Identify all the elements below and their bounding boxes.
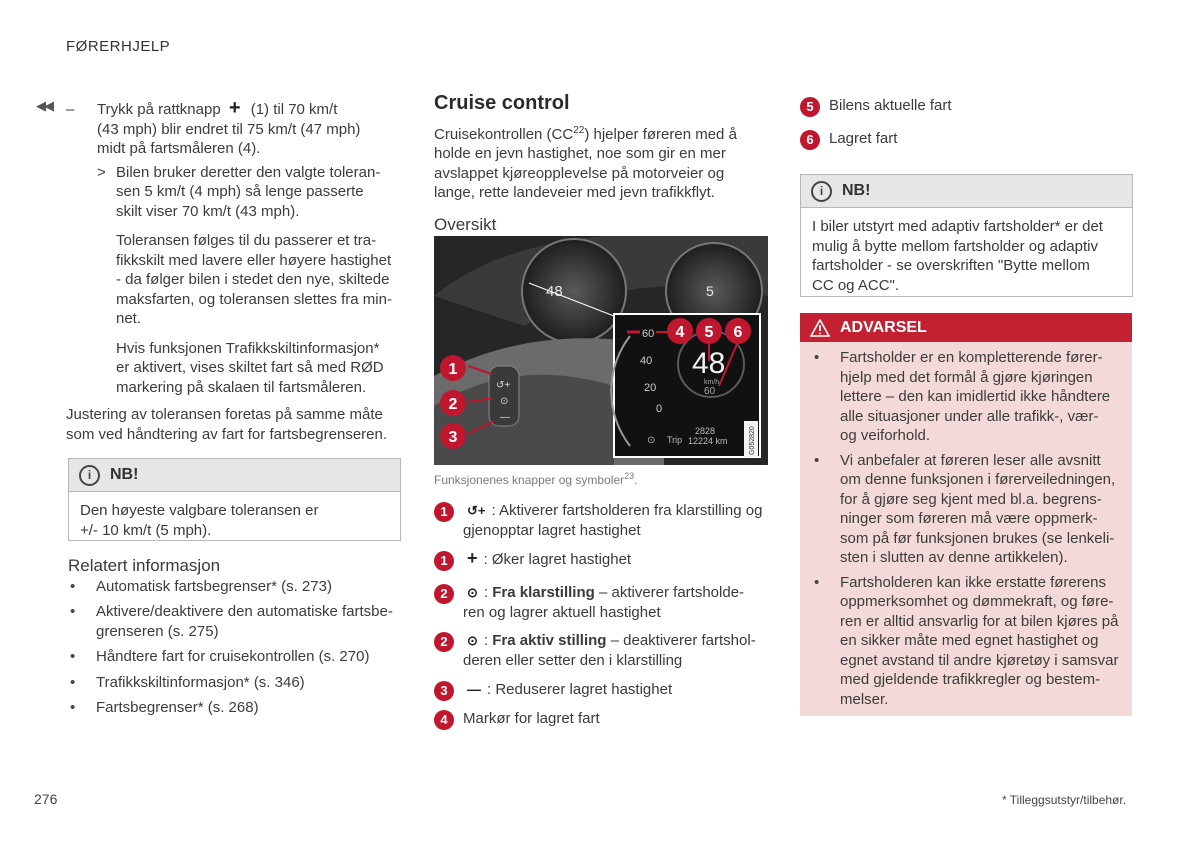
left-column (66, 97, 400, 444)
footnote-ref[interactable]: 23 (624, 471, 635, 481)
warning-header (800, 313, 1132, 342)
legend-number: 2 (434, 632, 454, 652)
minus-button-glyph: — (500, 412, 510, 423)
legend-line: ren og lagrer aktuell hastighet (463, 603, 661, 621)
svg-text:2: 2 (448, 396, 458, 413)
left-gauge (522, 239, 626, 343)
svg-text:3: 3 (448, 429, 458, 446)
result-line: sen 5 km/t (4 mph) så lenge passerte (116, 183, 364, 200)
warning-list (800, 342, 1132, 709)
intro-line (434, 121, 774, 145)
related-link[interactable] (68, 698, 402, 718)
nb-header (69, 459, 400, 492)
related-link-text[interactable]: Aktivere/deaktivere den automatiske fartsbe- (96, 603, 393, 620)
result-block (66, 163, 400, 398)
nb-body (801, 208, 1132, 305)
paragraph-line: net. (116, 310, 142, 327)
callout-2 (440, 390, 466, 416)
legend-item (434, 631, 770, 670)
intro-line: lange, rette landeveier med jevn trafikkflyt. (434, 184, 715, 201)
legend-number: 2 (434, 584, 454, 604)
trip-label: Trip (667, 435, 683, 445)
cruise-control-icon: ⊙ (467, 633, 478, 648)
legend-line: : Reduserer lagret hastighet (487, 681, 673, 698)
legend-item (800, 96, 1130, 116)
legend-item (434, 680, 770, 700)
related-link[interactable] (68, 577, 402, 597)
nb-line: CC og ACC". (812, 276, 900, 294)
middle-column (434, 94, 774, 234)
legend-text: Lagret fart (829, 130, 898, 147)
nb-header (801, 175, 1132, 208)
page-number: 276 (34, 791, 58, 807)
related-link-text[interactable]: grenseren (s. 275) (96, 622, 219, 640)
intro-line: avslappet kjøreopplevelse på motorveier og (434, 164, 725, 182)
related-list (68, 577, 402, 718)
related-heading: Relatert informasjon (68, 556, 221, 575)
warning-line: ninger som føreren må være oppmerk- (840, 510, 1098, 527)
section-title: FØRERHJELP (66, 38, 171, 55)
callout-3 (440, 423, 466, 449)
warning-line: egnet avstand til andre kjøretøy i samsvar (840, 651, 1119, 669)
step-line-1 (97, 97, 400, 120)
intro-text: ) hjelper føreren med å (584, 125, 737, 143)
trip-value: 12224 km (688, 436, 728, 446)
paragraph-line: fikkskilt med lavere eller høyere hastighet (116, 251, 392, 269)
step-item (66, 97, 400, 159)
legend-number: 1 (434, 551, 454, 571)
paragraph-line: maksfarten, og toleransen slettes fra min- (116, 290, 392, 308)
svg-text:1: 1 (448, 361, 458, 378)
legend-text (463, 680, 770, 700)
warning-line: med gjeldende trafikkregler og bestem- (840, 671, 1101, 688)
warning-label: ADVARSEL (840, 318, 927, 336)
legend-item (434, 709, 770, 729)
legend-text: Bilens aktuelle fart (829, 97, 952, 114)
cc-button-glyph: ⊙ (500, 396, 509, 407)
info-icon: i (811, 181, 832, 202)
traffic-sign-paragraph (116, 339, 400, 398)
warning-line: oppmerksomhet og dømmekraft, og føre- (840, 593, 1114, 610)
scale-tick-label: 0 (656, 403, 663, 415)
legend-number: 4 (434, 710, 454, 730)
plus-icon: + (228, 97, 241, 119)
warning-item (812, 573, 1120, 710)
cruise-control-icon: ⊙ (467, 585, 478, 600)
nb-box-right (800, 174, 1133, 297)
inset-speed-unit: km/h (704, 379, 720, 386)
legend-number: 6 (800, 130, 820, 150)
result-line: Bilen bruker deretter den valgte toleran- (116, 163, 381, 181)
legend-line: – deaktiverer fartshol- (606, 632, 756, 649)
cruise-control-heading: Cruise control (434, 92, 570, 114)
legend-line: – aktiverer fartsholde- (594, 584, 745, 601)
callout-5 (696, 318, 722, 344)
legend-line: : Øker lagret hastighet (483, 551, 632, 568)
odometer-value: 2828 (695, 426, 716, 436)
paragraph-line: som ved håndtering av fart for fartsbegrenseren. (66, 425, 388, 443)
svg-text:6: 6 (733, 324, 743, 341)
right-gauge-value: 5 (706, 283, 714, 299)
warning-line: • Fartsholder er en kompletterende fører- (840, 349, 1103, 366)
nb-body (69, 492, 400, 550)
intro-text: Cruisekontrollen (CC (434, 125, 574, 143)
legend-item (800, 129, 1130, 149)
warning-line: melser. (840, 690, 889, 708)
nb-line: I biler utstyrt med adaptiv fartsholder* er det (812, 218, 1103, 235)
inset-set-speed: 60 (704, 386, 716, 397)
intro-line: holde en jevn hastighet, noe som gir en mer (434, 145, 726, 162)
legend-text (463, 550, 770, 570)
warning-line: lettere – den kan imidlertid ikke håndtere (840, 388, 1111, 405)
warning-item (812, 451, 1120, 568)
continued-marker: ◀◀ (36, 98, 52, 113)
legend-bold: Fra aktiv stilling (492, 632, 607, 649)
cruise-control-figure (434, 236, 768, 465)
warning-line: en sikker måte med egnet hastighet og (840, 632, 1099, 649)
warning-line: alle situasjoner under alle trafikk-, vær- (840, 407, 1099, 425)
paragraph-line: er aktivert, vises skiltet fart så med RØD (116, 359, 384, 376)
paragraph-line: markering på skalaen til fartsmåleren. (116, 378, 367, 396)
scale-tick-label: 40 (640, 355, 653, 367)
warning-box (800, 313, 1132, 716)
step-dash: – (66, 101, 75, 118)
nb-box-left (68, 458, 401, 541)
related-link[interactable] (68, 647, 402, 667)
tolerance-paragraph (116, 231, 400, 329)
paragraph-line: Hvis funksjonen Trafikkskiltinformasjon* (116, 339, 380, 357)
info-icon: i (79, 465, 100, 486)
scale-tick-label: 60 (642, 328, 655, 340)
warning-line: • Vi anbefaler at føreren leser alle avsnitt (840, 451, 1101, 469)
related-section (68, 556, 402, 718)
minus-icon: — (467, 681, 481, 697)
related-link[interactable] (68, 602, 402, 641)
figure-caption (434, 471, 637, 487)
paragraph-line: - da følger bilen i stedet den nye, skiltede (116, 271, 390, 288)
figure-code: G052820 (749, 426, 756, 455)
legend-colon: : (483, 584, 493, 601)
svg-text:5: 5 (704, 324, 714, 341)
legend-line: gjenopptar lagret hastighet (463, 521, 641, 539)
legend-line: : Aktiverer fartsholderen fra klarstilling og (491, 502, 763, 519)
callout-1 (440, 355, 466, 381)
legend-item (434, 501, 770, 540)
legend-text (463, 501, 770, 540)
caption-end: . (634, 473, 638, 487)
left-gauge-speed: 48 (546, 283, 563, 300)
intro-paragraph (434, 121, 774, 203)
legend-colon: : (483, 632, 493, 649)
legend-line: Markør for lagret fart (463, 710, 600, 727)
warning-line: ren er alltid ansvarlig for at bilen kjøres på (840, 612, 1119, 630)
cruise-status-icon: ⊙ (647, 435, 656, 446)
warning-line: om denne funksjonen i førerveiledningen, (840, 471, 1116, 488)
step-line-3: midt på fartsmåleren (4). (97, 140, 261, 157)
legend-number: 3 (434, 681, 454, 701)
footnote-ref[interactable]: 22 (573, 124, 585, 136)
warning-item (812, 348, 1120, 446)
inset-current-speed: 48 (692, 347, 726, 380)
warning-line: sten i slutten av denne artikkelen). (840, 549, 1068, 566)
paragraph-line: Toleransen følges til du passerer et tra- (116, 232, 377, 249)
overview-heading: Oversikt (434, 214, 497, 234)
step-line-2: (43 mph) blir endret til 75 km/t (47 mph) (97, 120, 361, 138)
result-marker: > (97, 163, 106, 181)
legend-line: deren eller setter den i klarstilling (463, 651, 683, 669)
warning-line: og veiforhold. (840, 427, 931, 444)
legend-number: 1 (434, 502, 454, 522)
caption-text: Funksjonenes knapper og symboler (434, 473, 625, 487)
nb-label: NB! (110, 466, 139, 483)
nb-line: fartsholder - se overskriften "Bytte mellom (812, 257, 1090, 274)
related-link-text[interactable]: Automatisk fartsbegrenser* (s. 273) (96, 577, 332, 595)
legend-item (434, 550, 770, 570)
related-link[interactable] (68, 673, 402, 693)
scale-tick-label: 20 (644, 382, 657, 394)
warning-line: for å gjøre seg kjent med bl.a. begrens- (840, 490, 1102, 508)
plus-icon: + (467, 548, 478, 568)
instrument-illustration (434, 236, 768, 465)
warning-triangle-icon (810, 319, 830, 337)
paragraph-line: Justering av toleransen foretas på samme måte (66, 406, 383, 423)
legend-bold: Fra klarstilling (492, 584, 595, 601)
adjust-paragraph (66, 405, 400, 444)
legend-item (434, 583, 770, 622)
legend-text (463, 631, 770, 670)
svg-text:4: 4 (675, 324, 685, 341)
step-text-pre: Trykk på rattknapp (97, 101, 221, 118)
nb-line: +/- 10 km/t (5 mph). (80, 521, 212, 539)
callout-4 (667, 318, 693, 344)
legend-number: 5 (800, 97, 820, 117)
related-link-text[interactable]: Fartsbegrenser* (s. 268) (96, 699, 259, 716)
nb-line: mulig å bytte mellom fartsholder og adaptiv (812, 237, 1098, 255)
related-link-text[interactable]: Håndtere fart for cruisekontrollen (s. 270) (96, 648, 370, 665)
related-link-text[interactable]: Trafikkskiltinformasjon* (s. 346) (96, 673, 305, 691)
nb-label: NB! (842, 182, 871, 199)
warning-line: hjelp med det formål å gjøre kjøringen (840, 368, 1093, 386)
nb-line: Den høyeste valgbare toleransen er (80, 502, 319, 519)
legend-text (463, 709, 770, 729)
warning-line: • Fartsholderen kan ikke erstatte førerens (840, 573, 1106, 591)
legend-text (463, 583, 770, 622)
result-line: skilt viser 70 km/t (43 mph). (116, 202, 300, 220)
resume-icon: ↺+ (467, 503, 486, 518)
step-text-post: (1) til 70 km/t (250, 101, 338, 118)
footnote-accessory: * Tilleggsutstyr/tilbehør. (1002, 793, 1127, 807)
resume-button-glyph: ↺+ (496, 380, 511, 391)
warning-line: som på før funksjonen brukes (se lenkeli- (840, 529, 1115, 547)
callout-6 (725, 318, 751, 344)
